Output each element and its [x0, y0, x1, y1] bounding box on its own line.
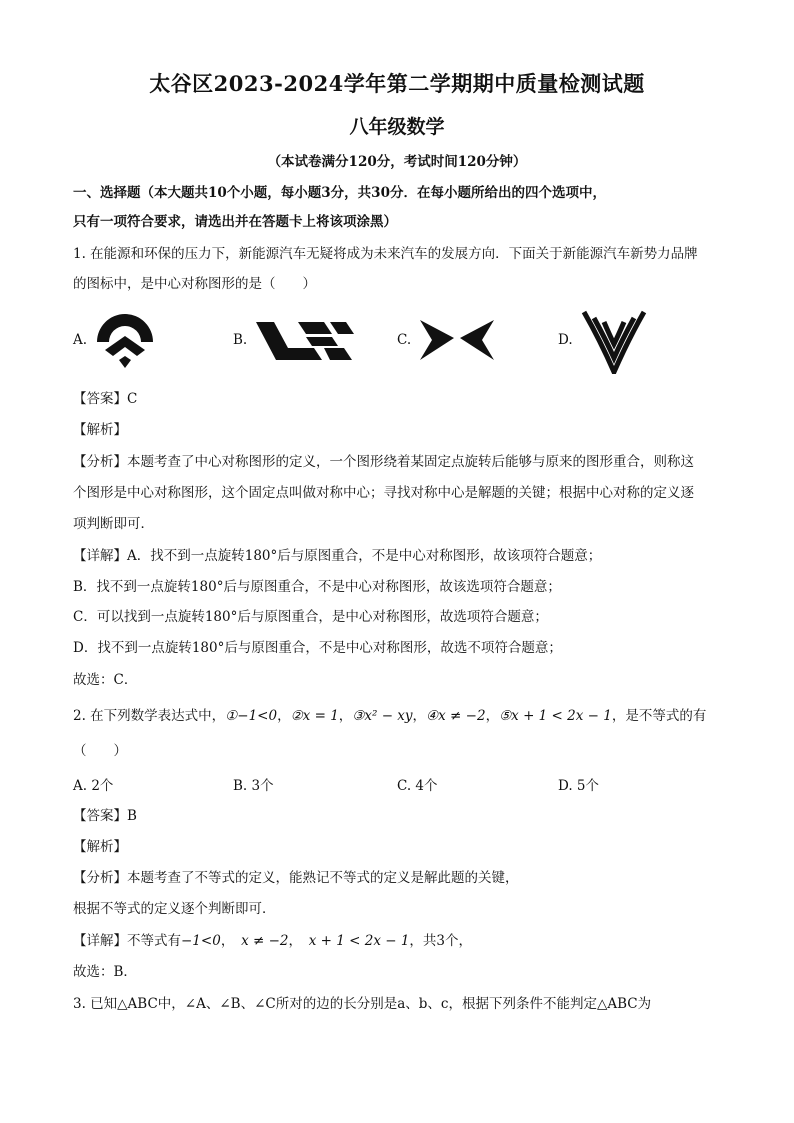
detail-a-text: A．找不到一点旋转180°后与原图重合，不是中心对称图形，故该项符合题意； [127, 548, 602, 564]
q1-analysis-tag: 【解析】 [73, 422, 127, 438]
q3-stem-line1: 3. 已知△ABC中，∠A、∠B、∠C所对的边的长分别是a、b、c，根据下列条件不能判定△ABC为 [73, 996, 652, 1012]
q1-fenxi-line1 [73, 452, 733, 472]
q2-expr4: ④x ≠ −2 [426, 708, 486, 724]
q2-expr1: ①−1<0 [225, 708, 278, 724]
xpeng-logo-icon [418, 318, 496, 362]
nio-logo-icon [93, 312, 157, 370]
q2-option-c: C. 4个 [397, 778, 438, 794]
q2-fenxi-line1 [73, 868, 733, 888]
q1-stem-line2: 的图标中，是中心对称图形的是（ ） [73, 276, 316, 292]
q1-option-d-label: D. [558, 332, 573, 348]
q2-expr5: ⑤x + 1 < 2x − 1 [499, 708, 612, 724]
q2-fenxi-line2: 根据不等式的定义逐个判断即可． [73, 901, 276, 917]
li-auto-logo-icon [254, 320, 354, 362]
q1-detail-d: D．找不到一点旋转180°后与原图重合，不是中心对称图形，故选不项符合题意； [73, 640, 562, 656]
q1-option-a-label: A. [73, 332, 88, 348]
q2-analysis-tag: 【解析】 [73, 839, 127, 855]
detail-suffix: ，共3个， [409, 933, 473, 949]
detail-expr3: x + 1 < 2x − 1 [308, 933, 410, 949]
fenxi-text: 本题考查了中心对称图形的定义，一个图形绕着某固定点旋转后能够与原来的图形重合，则称这 [127, 454, 694, 470]
q2-stem-suffix: ，是不等式的有 [611, 708, 707, 724]
section-heading-line1: 一、选择题（本大题共10个小题，每小题3分，共30分．在每小题所给出的四个选项中， [73, 185, 606, 201]
q2-option-a: A. 2个 [73, 778, 114, 794]
q1-conclusion: 故选：C． [73, 672, 138, 688]
q2-option-d: D. 5个 [558, 778, 600, 794]
page-subtitle: 八年级数学 [349, 116, 445, 138]
detail-tag: 【详解】 [73, 548, 127, 564]
q2-expr3: ③x² − xy [352, 708, 413, 724]
q1-detail-b: B．找不到一点旋转180°后与原图重合，不是中心对称图形，故该选项符合题意； [73, 579, 561, 595]
q2-detail: 【详解】不等式有−1<0， x ≠ −2， x + 1 < 2x − 1，共3个， [73, 933, 473, 949]
q1-detail-a [73, 546, 733, 566]
q2-conclusion: 故选：B． [73, 964, 137, 980]
q1-fenxi-line2: 个图形是中心对称图形，这个固定点叫做对称中心；寻找对称中心是解题的关键；根据中心对称的定义逐 [73, 485, 694, 501]
q2-stem-line1: 2. 在下列数学表达式中，①−1<0，②x = 1，③x² − xy，④x ≠ −2，⑤x + 1 < 2x − 1，是不等式的有 [73, 708, 707, 724]
q1-fenxi-line3: 项判断即可． [73, 516, 154, 532]
detail-expr2: x ≠ −2 [241, 933, 289, 949]
fenxi-text: 本题考查了不等式的定义，能熟记不等式的定义是解此题的关键， [127, 870, 519, 886]
q1-detail-c: C．可以找到一点旋转180°后与原图重合，是中心对称图形，故选项符合题意； [73, 609, 548, 625]
q2-stem-line2: （ ） [73, 743, 127, 759]
fenxi-tag: 【分析】 [73, 454, 127, 470]
detail-prefix: 不等式有 [127, 933, 181, 949]
q2-option-b: B. 3个 [233, 778, 274, 794]
q1-stem-line1: 1. 在能源和环保的压力下，新能源汽车无疑将成为未来汽车的发展方向．下面关于新能源汽车新势力品牌 [73, 246, 698, 262]
q2-stem-prefix: 2. 在下列数学表达式中， [73, 708, 226, 724]
answer-tag: 【答案】 [73, 391, 127, 407]
q2-answer [73, 806, 733, 826]
exam-note: （本试卷满分120分，考试时间120分钟） [267, 154, 527, 170]
q2-expr2: ②x = 1 [290, 708, 339, 724]
weltmeister-logo-icon [580, 310, 648, 374]
q1-option-c-label: C. [397, 332, 412, 348]
q1-option-b-label: B. [233, 332, 248, 348]
answer-value: B [127, 808, 137, 824]
detail-expr1: −1<0 [181, 933, 221, 949]
answer-tag: 【答案】 [73, 808, 127, 824]
fenxi-tag: 【分析】 [73, 870, 127, 886]
q1-answer [73, 389, 733, 409]
section-heading-line2: 只有一项符合要求，请选出并在答题卡上将该项涂黑） [73, 214, 397, 230]
page-title: 太谷区2023-2024学年第二学期期中质量检测试题 [149, 71, 645, 96]
answer-value: C [127, 391, 138, 407]
detail-tag: 【详解】 [73, 933, 127, 949]
